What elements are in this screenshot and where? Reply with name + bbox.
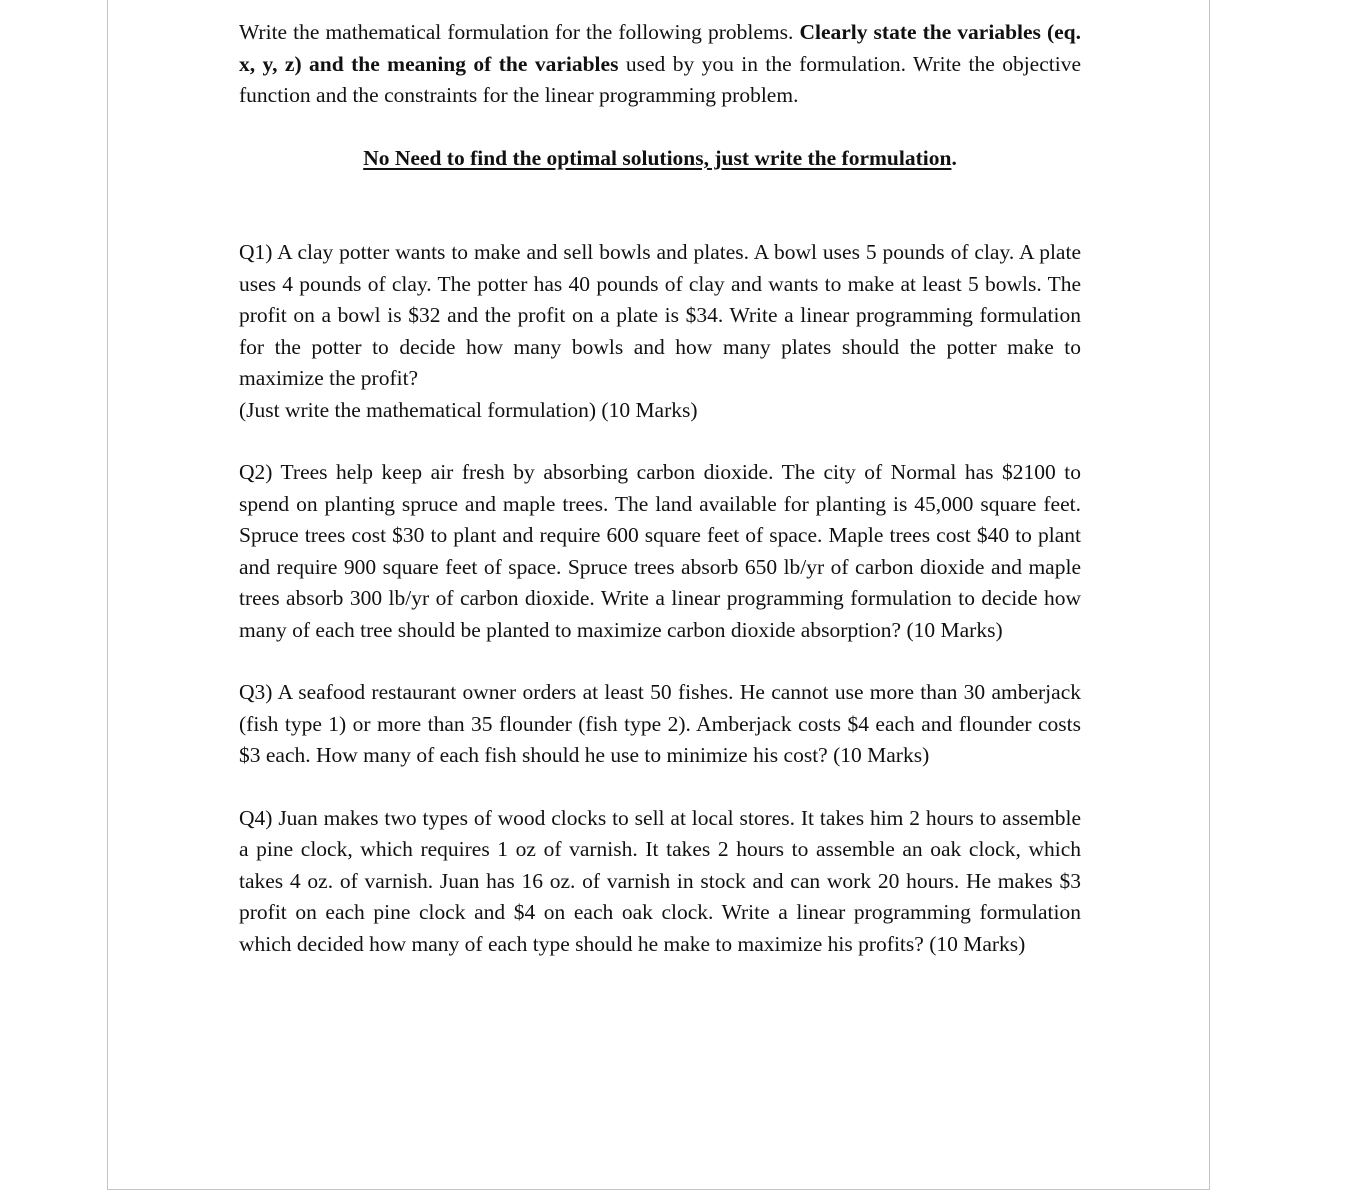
document-page xyxy=(107,0,1210,1190)
instructions-text-1: Write the mathematical formulation for the following problems. xyxy=(239,20,800,44)
formulation-note xyxy=(239,143,1081,175)
formulation-note-underlined: No Need to find the optimal solutions, just write the formulation xyxy=(363,145,952,170)
question-1-text: Q1) A clay potter wants to make and sell bowls and plates. A bowl uses 5 pounds of clay. A plate uses 4 pounds of clay. The potter has 40 pounds of clay and wants to make at least 5 bowls. The profit on a bowl is $32 and the profit on a plate is $34. Write a linear programming formulation for the potter to decide how many bowls and how many plates should the potter make to maximize the profit? xyxy=(239,240,1081,390)
formulation-note-period: . xyxy=(951,145,957,170)
document-content xyxy=(239,17,1081,960)
instructions-text-2: used by you in the formulation. Write the objective function and the constraints for the linear programming problem. xyxy=(239,51,1081,107)
question-3-text: Q3) A seafood restaurant owner orders at least 50 fishes. He cannot use more than 30 amberjack (fish type 1) or more than 35 flounder (fish type 2). Amberjack costs $4 each and flounder costs $3 each. How many of each fish should he use to minimize his cost? (10 Marks) xyxy=(239,680,1081,767)
question-2 xyxy=(239,457,1081,646)
question-3 xyxy=(239,677,1081,772)
instructions-bold-text: Clearly state the variables (eq. x, y, z) and the meaning of the variables xyxy=(239,20,1081,76)
question-2-text: Q2) Trees help keep air fresh by absorbing carbon dioxide. The city of Normal has $2100 to spend on planting spruce and maple trees. The land available for planting is 45,000 square feet. Spruce trees cost $30 to plant and require 600 square feet of space. Maple trees cost $40 to plant and require 900 square feet of space. Spruce trees absorb 650 lb/yr of carbon dioxide and maple trees absorb 300 lb/yr of carbon dioxide. Write a linear programming formulation to decide how many of each tree should be planted to maximize carbon dioxide absorption? (10 Marks) xyxy=(239,460,1081,642)
question-1 xyxy=(239,237,1081,426)
question-4 xyxy=(239,803,1081,961)
question-1-extra: (Just write the mathematical formulation) (10 Marks) xyxy=(239,397,698,422)
instructions-paragraph xyxy=(239,17,1081,112)
question-4-text: Q4) Juan makes two types of wood clocks to sell at local stores. It takes him 2 hours to assemble a pine clock, which requires 1 oz of varnish. It takes 2 hours to assemble an oak clock, which takes 4 oz. of varnish. Juan has 16 oz. of varnish in stock and can work 20 hours. He makes $3 profit on each pine clock and $4 on each oak clock. Write a linear programming formulation which decided how many of each type should he make to maximize his profits? (10 Marks) xyxy=(239,805,1081,956)
